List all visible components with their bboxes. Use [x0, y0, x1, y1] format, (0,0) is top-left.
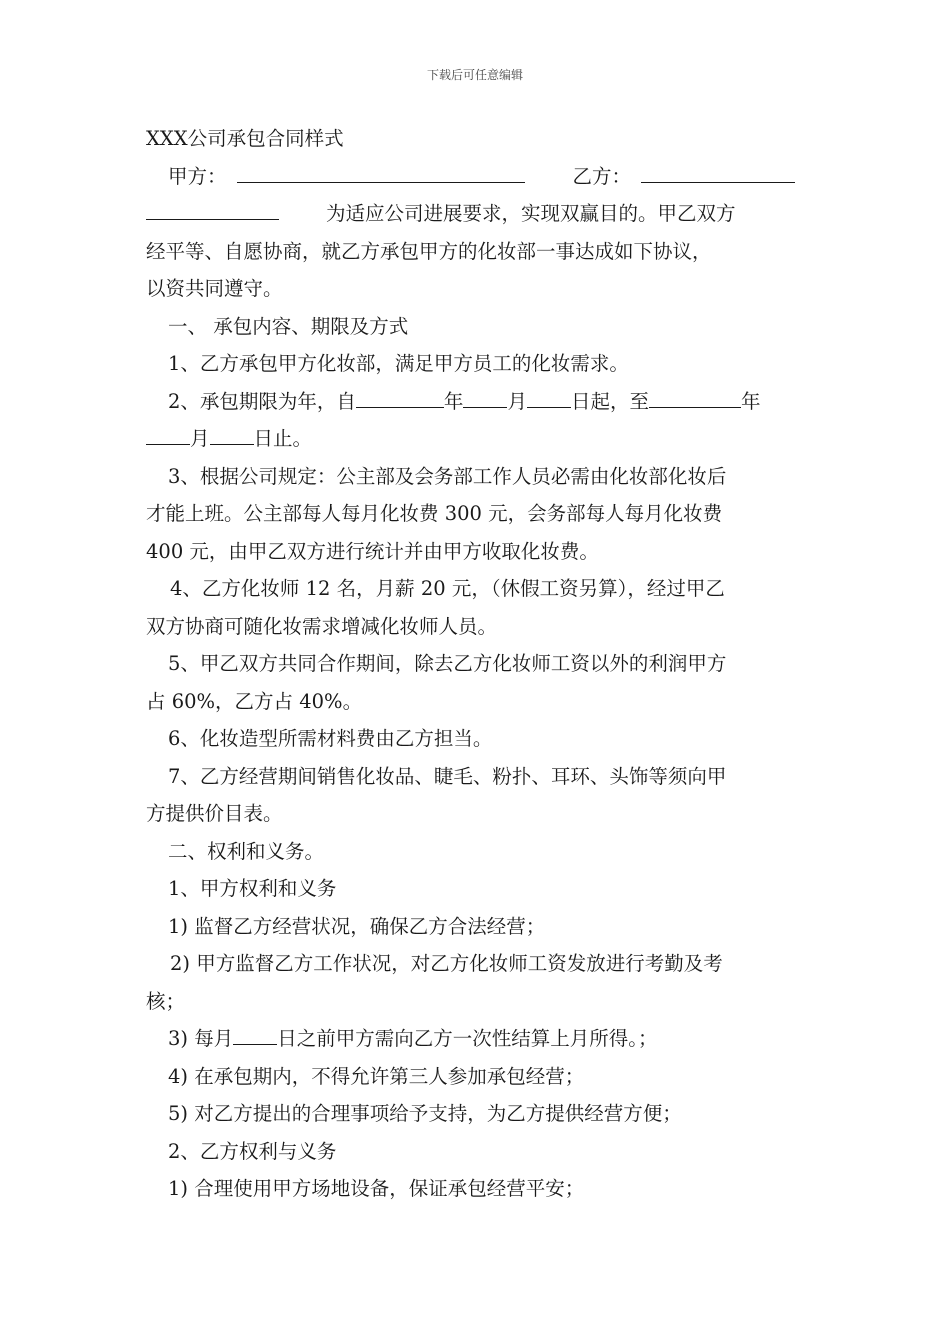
section1-item1: 1、乙方承包甲方化妆部，满足甲方员工的化妆需求。 [168, 352, 629, 375]
intro-line-1-text: 为适应公司进展要求，实现双赢目的。甲乙双方 [326, 202, 736, 225]
section1-item7-line2: 方提供价目表。 [146, 802, 283, 825]
intro-line-1 [146, 195, 808, 233]
intro-line-3: 以资共同遵守。 [146, 277, 283, 300]
section1-item5-line2: 占 60%，乙方占 40%。 [146, 689, 363, 713]
section1-item3-line3: 400 元，由甲乙双方进行统计并由甲方收取化妆费。 [146, 539, 599, 563]
party-b-blank [641, 158, 795, 183]
contract-title: XXX公司承包合同样式 [146, 127, 344, 150]
section2-sub2-item1: 1) 合理使用甲方场地设备，保证承包经营平安； [168, 1177, 585, 1200]
item2-day-end: 日止。 [253, 427, 313, 450]
section2-sub1-item3 [146, 1020, 808, 1058]
item2-text-a: 2、承包期限为年，自 [168, 389, 356, 413]
section2-heading: 二、权利和义务。 [168, 839, 325, 863]
item2-day-start: 日起，至 [570, 389, 649, 413]
item2-end-month-label: 月 [190, 427, 210, 450]
item2-month-label: 月 [507, 389, 527, 413]
contract-body [146, 120, 808, 1208]
end-month-blank [146, 420, 190, 445]
party-a-label: 甲方： [168, 164, 227, 188]
item3-text-a: 3) 每月 [168, 1027, 234, 1050]
end-year-blank [649, 383, 741, 408]
section2-sub1-item2-line2: 核； [146, 989, 186, 1013]
item3-text-b: 日之前甲方需向乙方一次性结算上月所得。； [277, 1027, 658, 1050]
section1-item6: 6、化妆造型所需材料费由乙方担当。 [168, 727, 493, 750]
section2-sub1-item4: 4) 在承包期内，不得允许第三人参加承包经营； [168, 1064, 585, 1088]
party-b-blank-cont [146, 195, 279, 220]
section1-item4-line1: 4、乙方化妆师 12 名，月薪 20 元，（休假工资另算），经过甲乙 [170, 577, 725, 600]
end-day-blank [210, 420, 254, 445]
section1-item2-line1 [146, 383, 808, 421]
item2-year-label: 年 [443, 389, 464, 413]
intro-line-2: 经平等、自愿协商，就乙方承包甲方的化妆部一事达成如下协议， [146, 239, 712, 263]
header-note: 下载后可任意编辑 [426, 68, 523, 82]
settlement-day-blank [233, 1020, 277, 1045]
section2-sub1-item5: 5) 对乙方提出的合理事项给予支持，为乙方提供经营方便； [168, 1102, 682, 1125]
party-line [146, 158, 808, 196]
section1-item4-line2: 双方协商可随化妆需求增减化妆师人员。 [146, 614, 498, 638]
section2-sub2-heading: 2、乙方权利与义务 [168, 1139, 337, 1163]
section2-sub1-item2-line1: 2) 甲方监督乙方工作状况，对乙方化妆师工资发放进行考勤及考 [170, 952, 723, 975]
party-a-blank [237, 158, 525, 183]
section1-heading: 一、 承包内容、期限及方式 [168, 314, 409, 338]
item2-end-year-label: 年 [740, 389, 761, 413]
section2-sub1-item1: 1) 监督乙方经营状况，确保乙方合法经营； [168, 914, 546, 938]
party-b-label: 乙方： [572, 164, 632, 188]
section1-item2-line2 [146, 420, 808, 458]
start-day-blank [527, 383, 571, 408]
section1-item3-line2: 才能上班。公主部每人每月化妆费 300 元，会务部每人每月化妆费 [146, 502, 723, 525]
start-year-blank [356, 383, 444, 408]
section2-sub1-heading: 1、甲方权利和义务 [168, 877, 337, 900]
section1-item5-line1: 5、甲乙双方共同合作期间，除去乙方化妆师工资以外的利润甲方 [168, 652, 727, 675]
section1-item7-line1: 7、乙方经营期间销售化妆品、睫毛、粉扑、耳环、头饰等须向甲 [168, 764, 727, 788]
start-month-blank [463, 383, 507, 408]
section1-item3-line1: 3、根据公司规定：公主部及会务部工作人员必需由化妆部化妆后 [168, 464, 727, 488]
